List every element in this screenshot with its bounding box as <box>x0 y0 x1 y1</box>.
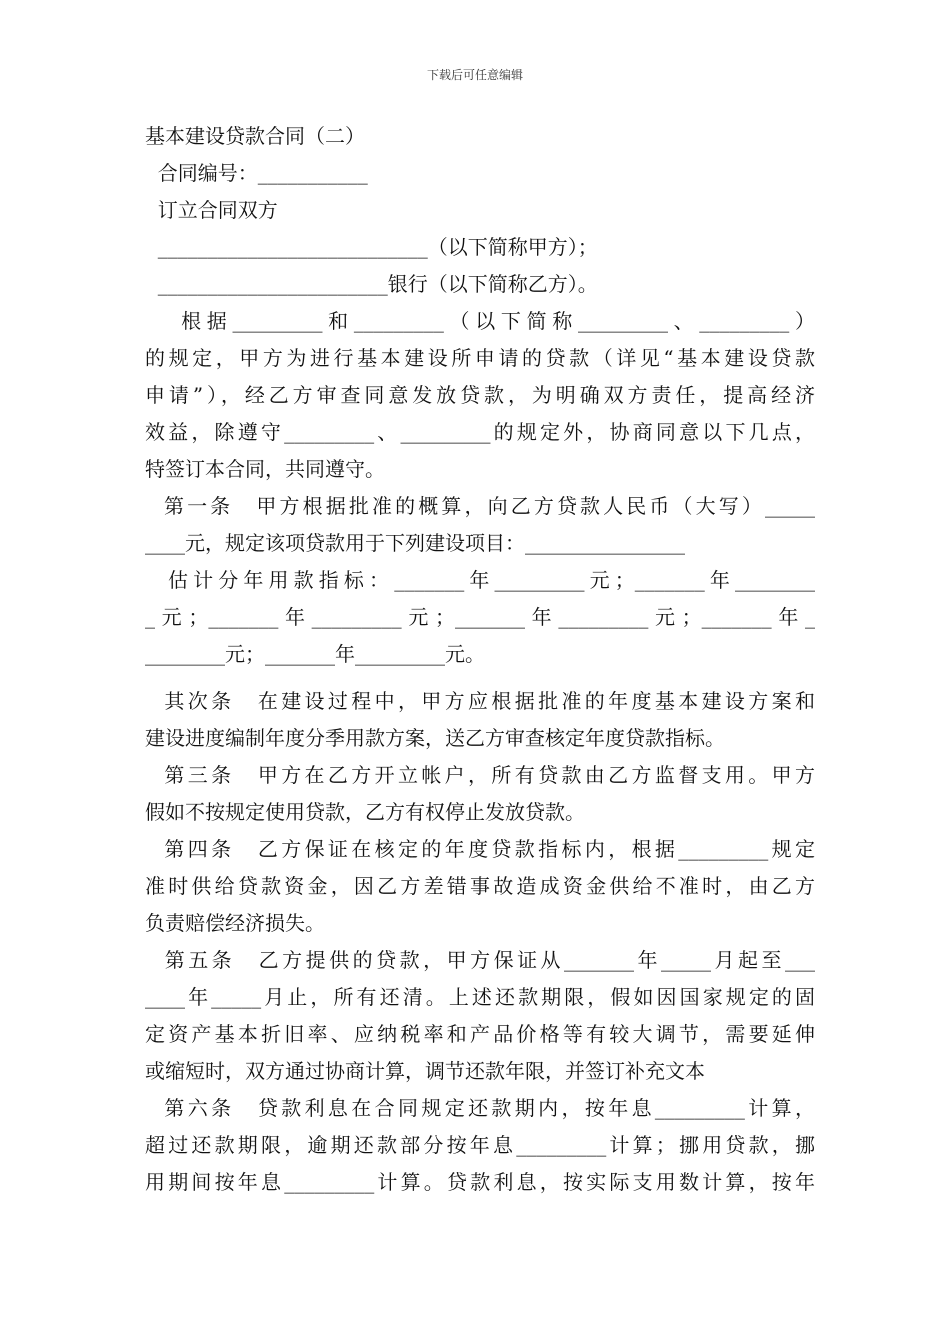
article-5-line: 第五条 乙方提供的贷款，甲方保证从_______年_____月起至___ <box>145 948 815 972</box>
article-1-line: ____元，规定该项贷款用于下列建设项目：________________ <box>145 531 685 555</box>
article-4-line: 准时供给贷款资金，因乙方差错事故造成资金供给不准时，由乙方 <box>145 874 815 898</box>
annual-quota-line: ________元；_______年_________元。 <box>145 642 485 666</box>
contract-number-line: 合同编号：___________ <box>145 161 368 185</box>
article-3-line: 假如不按规定使用贷款，乙方有权停止发放贷款。 <box>145 800 585 824</box>
article-1-line: 第一条 甲方根据批准的概算，向乙方贷款人民币（大写）_____ <box>145 494 815 518</box>
party-b-line: _______________________银行（以下简称乙方）。 <box>145 272 598 296</box>
preamble-line: 的规定，甲方为进行基本建设所申请的贷款（详见“基本建设贷款 <box>145 346 815 370</box>
article-2-line: 其次条 在建设过程中，甲方应根据批准的年度基本建设方案和 <box>145 689 815 713</box>
document-body <box>145 118 815 1201</box>
article-2-line: 建设进度编制年度分季用款方案，送乙方审查核定年度贷款指标。 <box>145 726 725 750</box>
article-4-line: 第四条 乙方保证在核定的年度贷款指标内，根据_________规定 <box>145 837 815 861</box>
article-6-line: 超过还款期限，逾期还款部分按年息_________计算；挪用贷款，挪 <box>145 1133 815 1157</box>
article-5-line: 定资产基本折旧率、应纳税率和产品价格等有较大调节，需要延伸 <box>145 1022 815 1046</box>
article-5-line: ____年_____月止，所有还清。上述还款期限，假如因国家规定的固 <box>145 985 815 1009</box>
page-header-note: 下载后可任意编辑 <box>426 68 523 82</box>
annual-quota-line: 估计分年用款指标：_______年_________元；_______年________ <box>145 568 815 592</box>
preamble-line: 申请”），经乙方审查同意发放贷款，为明确双方责任，提高经济 <box>145 383 815 407</box>
preamble-line: 效益，除遵守_________、_________的规定外，协商同意以下几点， <box>145 420 815 444</box>
article-4-line: 负责赔偿经济损失。 <box>145 911 325 935</box>
parties-heading: 订立合同双方 <box>145 198 278 222</box>
article-3-line: 第三条 甲方在乙方开立帐户，所有贷款由乙方监督支用。甲方 <box>145 763 815 787</box>
party-a-line: ___________________________（以下简称甲方）； <box>145 235 598 259</box>
article-6-line: 用期间按年息_________计算。贷款利息，按实际支用数计算，按年 <box>145 1170 815 1194</box>
annual-quota-line: _元；_______年_________元；_______年_________元；_______年_ <box>145 605 815 629</box>
document-title: 基本建设贷款合同（二） <box>145 124 365 148</box>
preamble-line: 特签订本合同，共同遵守。 <box>145 457 385 481</box>
preamble-line: 根据_________和_________（以下简称_________、_________） <box>145 309 815 333</box>
article-5-line: 或缩短时，双方通过协商计算，调节还款年限，并签订补充文本 <box>145 1059 705 1083</box>
article-6-line: 第六条 贷款利息在合同规定还款期内，按年息_________计算， <box>145 1096 815 1120</box>
